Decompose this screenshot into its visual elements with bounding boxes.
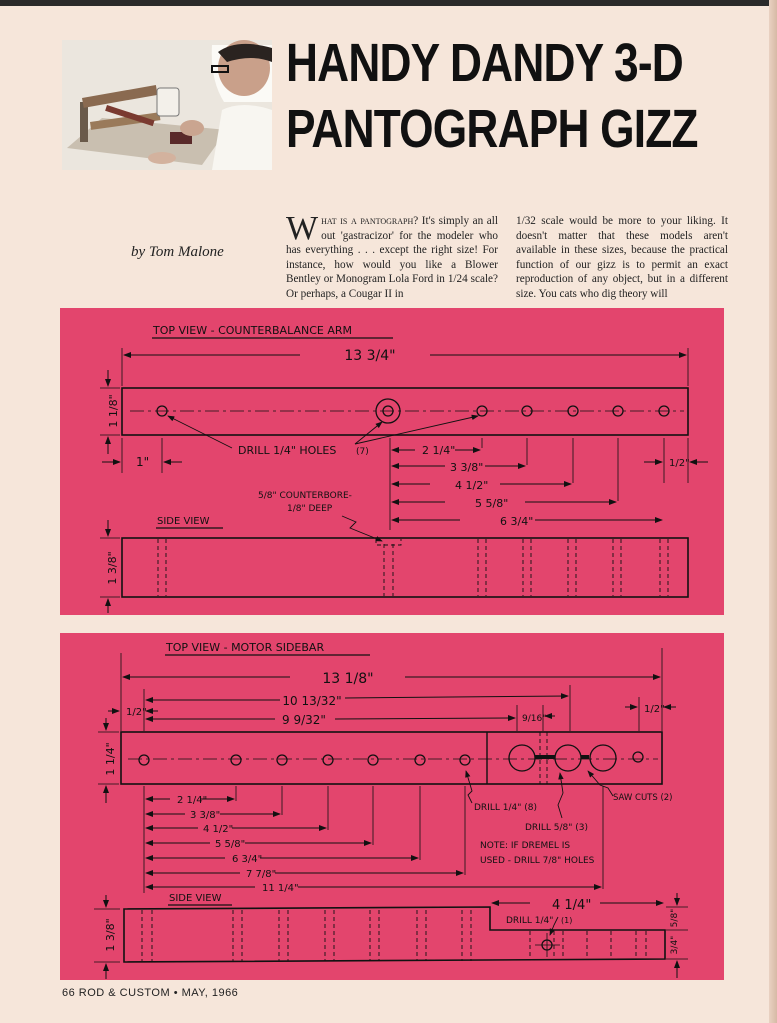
page-top-edge	[0, 0, 777, 6]
dim-5-5-8: 5 5/8"	[475, 497, 509, 510]
motor-sidebar-diagram	[60, 633, 724, 980]
arm-side-view	[122, 538, 688, 597]
diagram2-title: TOP VIEW - MOTOR SIDEBAR	[166, 641, 325, 654]
dim-lower: 9 9/32"	[282, 713, 326, 727]
arm-top-view	[122, 388, 688, 435]
step-length: 4 1/4"	[552, 898, 592, 913]
dim-4-1-2: 4 1/2"	[455, 479, 489, 492]
dim-upper: 10 13/32"	[282, 694, 342, 708]
drill-large-callout: DRILL 5/8" (3)	[525, 823, 588, 833]
column-2-text: 1/32 scale would be more to your liking. It doesn't matter that these models aren't available in these sizes, because the practical function of our gizz is to permit an exact reproduction of any object, but in a different size. You cats who dig theory will	[516, 215, 728, 300]
column-1-text: It's simply an all out 'gastracizor' for the modeler who has everything . . . except the right size! For instance, how would you like a Blower Bentley or Monogram Lola Ford in 1/24 scale? Or perhaps, a Cougar II in	[286, 215, 498, 300]
step-lower: 3/4"	[670, 935, 680, 955]
left-offset: 1"	[136, 455, 150, 469]
dim-3-3-8: 3 3/8"	[190, 810, 221, 821]
saw-cut-1	[535, 755, 555, 759]
saw-cut-2	[581, 755, 589, 759]
article-column-2	[516, 214, 728, 302]
sidebar-width: 1 1/4"	[104, 742, 117, 776]
page-binding-edge	[769, 0, 777, 1023]
lead-in: hat is a pantograph?	[321, 215, 419, 227]
diagram1-title: TOP VIEW - COUNTERBALANCE ARM	[153, 324, 352, 337]
dim-11-1-4: 11 1/4"	[262, 883, 299, 894]
article-headline	[286, 30, 698, 162]
overall-length: 13 1/8"	[322, 671, 374, 687]
sidebar-side-view	[124, 907, 665, 962]
overall-length: 13 3/4"	[344, 348, 396, 364]
article-column-1	[286, 210, 498, 302]
pantograph-photo	[62, 40, 272, 170]
drop-cap: W	[286, 210, 319, 247]
headline-line-1: HANDY DANDY 3-D	[286, 33, 683, 93]
page-footer: 66 ROD & CUSTOM • MAY, 1966	[62, 987, 239, 999]
side-hidden-lines	[158, 539, 668, 596]
dim-2-1-4: 2 1/4"	[422, 444, 456, 457]
note-line-1: NOTE: IF DREMEL IS	[480, 841, 571, 851]
left-offset: 1/2"	[126, 707, 147, 718]
dim-3-3-8: 3 3/8"	[450, 461, 484, 474]
side-view-title: SIDE VIEW	[169, 893, 222, 904]
drill-small-callout: DRILL 1/4" (8)	[474, 803, 537, 813]
dim-5-5-8: 5 5/8"	[215, 839, 246, 850]
arm-width: 1 1/8"	[107, 394, 120, 428]
side-height: 1 3/8"	[104, 918, 117, 952]
hole-callout: DRILL 1/4" HOLES	[238, 444, 337, 457]
step-drill: DRILL 1/4"	[506, 916, 554, 926]
saw-cuts-callout: SAW CUTS (2)	[613, 793, 673, 803]
slot-gap: 9/16"	[522, 714, 547, 724]
right-offset: 1/2"	[644, 704, 665, 715]
counterbalance-arm-diagram	[60, 308, 724, 615]
dim-6-3-4: 6 3/4"	[232, 854, 263, 865]
headline-line-2: PANTOGRAPH GIZZ	[286, 99, 698, 159]
dim-4-1-2: 4 1/2"	[203, 824, 234, 835]
sidebar-holes	[139, 745, 643, 771]
byline: by Tom Malone	[131, 244, 224, 260]
counterbore-line-2: 1/8" DEEP	[287, 504, 333, 514]
hole-count: (7)	[356, 447, 369, 457]
dim-2-1-4: 2 1/4"	[177, 795, 208, 806]
step-drill-count: (1)	[561, 916, 573, 925]
step-upper: 5/8"	[670, 908, 680, 928]
counterbore-line-1: 5/8" COUNTERBORE-	[258, 491, 352, 501]
dim-7-7-8: 7 7/8"	[246, 869, 277, 880]
dim-6-3-4: 6 3/4"	[500, 515, 534, 528]
note-line-2: USED - DRILL 7/8" HOLES	[480, 856, 595, 866]
right-offset: 1/2"	[669, 458, 690, 469]
side-height: 1 3/8"	[106, 551, 119, 585]
side-view-title: SIDE VIEW	[157, 516, 210, 527]
